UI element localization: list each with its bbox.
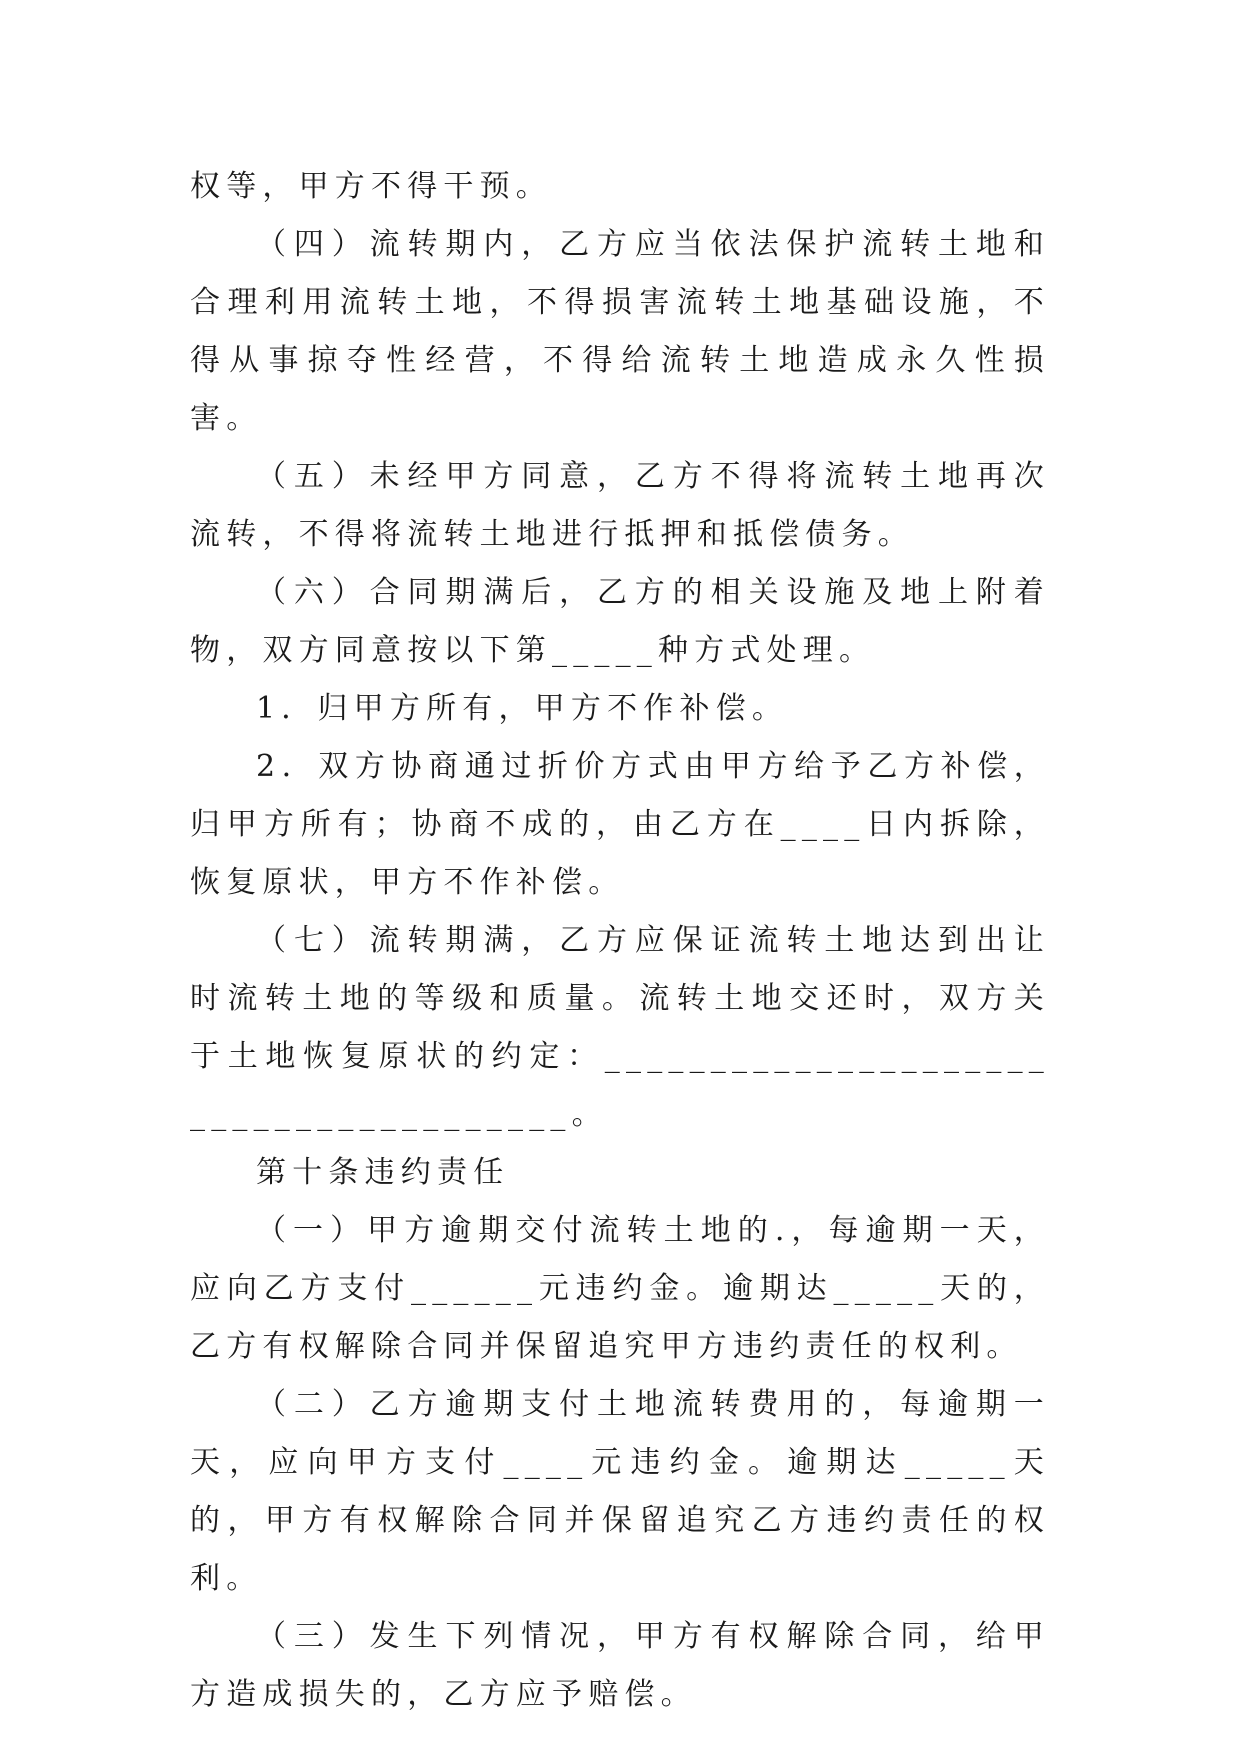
paragraph-liability-1: （一）甲方逾期交付流转土地的.，每逾期一天，应向乙方支付______元违约金。逾期达_____天的，乙方有权解除合同并保留追究甲方违约责任的权利。: [190, 1213, 1050, 1364]
section-heading-article-10: 第十条违约责任: [256, 1155, 510, 1190]
document-body: [190, 158, 1050, 1724]
paragraph-liability-2: （二）乙方逾期支付土地流转费用的，每逾期一天，应向甲方支付____元违约金。逾期达_____天的，甲方有权解除合同并保留追究乙方违约责任的权利。: [190, 1387, 1050, 1596]
paragraph-clause-4: （四）流转期内，乙方应当依法保护流转土地和合理利用流转土地，不得损害流转土地基础设施，不得从事掠夺性经营，不得给流转土地造成永久性损害。: [190, 227, 1050, 436]
paragraph-clause-6: （六）合同期满后，乙方的相关设施及地上附着物，双方同意按以下第_____种方式处理。: [190, 575, 1050, 668]
paragraph-clause-7: （七）流转期满，乙方应保证流转土地达到出让时流转土地的等级和质量。流转土地交还时，双方关于土地恢复原状的约定：_______________________________________。: [190, 923, 1050, 1132]
paragraph-option-2: 2．双方协商通过折价方式由甲方给予乙方补偿，归甲方所有；协商不成的，由乙方在____日内拆除，恢复原状，甲方不作补偿。: [190, 749, 1050, 900]
paragraph-option-1: 1．归甲方所有，甲方不作补偿。: [256, 691, 789, 726]
paragraph-clause-5: （五）未经甲方同意，乙方不得将流转土地再次流转，不得将流转土地进行抵押和抵偿债务。: [190, 459, 1050, 552]
paragraph-rights-no-interference: 权等，甲方不得干预。: [190, 169, 552, 204]
paragraph-liability-3: （三）发生下列情况，甲方有权解除合同，给甲方造成损失的，乙方应予赔偿。: [190, 1619, 1050, 1712]
